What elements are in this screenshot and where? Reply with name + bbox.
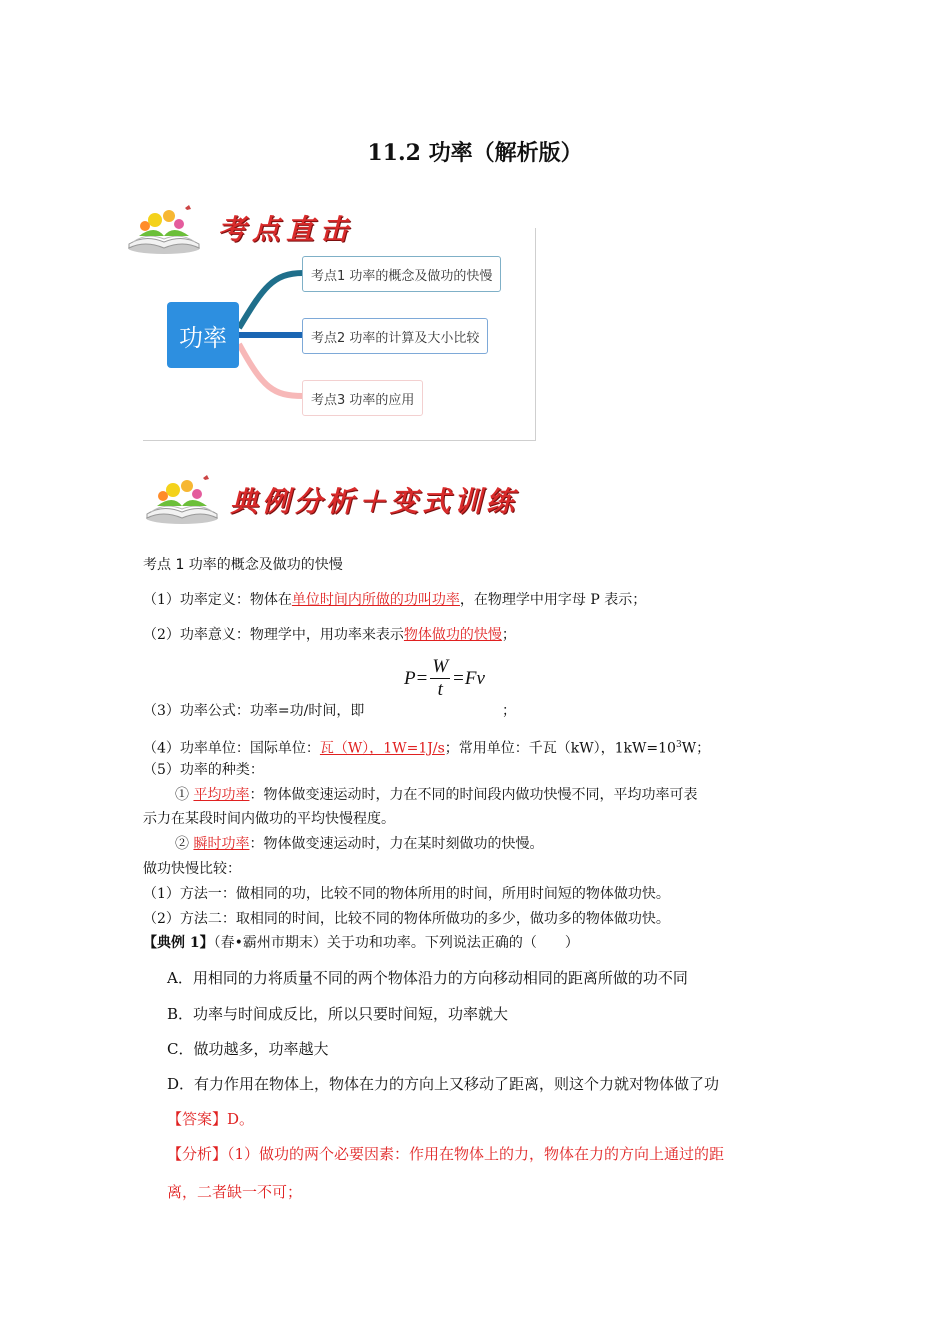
text: W； bbox=[681, 740, 711, 757]
option-a: A．用相同的力将质量不同的两个物体沿力的方向移动相同的距离所做的功不同 bbox=[167, 969, 688, 987]
formula-numerator: W bbox=[432, 656, 449, 677]
highlight-text: 物体做功的快慢 bbox=[403, 627, 502, 643]
option-d: D．有力作用在物体上，物体在力的方向上又移动了距离，则这个力就对物体做了功 bbox=[167, 1075, 720, 1093]
text: ① bbox=[175, 787, 194, 803]
paragraph-types: （5）功率的种类： bbox=[143, 762, 264, 778]
answer: 【答案】D。 bbox=[167, 1110, 255, 1128]
highlight-text: 单位时间内所做的功叫功率 bbox=[291, 592, 460, 608]
mindmap-topic-3: 考点3 功率的应用 bbox=[302, 380, 423, 416]
banner-kaodian: 考点直击 bbox=[218, 213, 355, 246]
paragraph-meaning bbox=[143, 626, 516, 644]
paragraph-units bbox=[143, 736, 710, 758]
formula-eq: = bbox=[453, 667, 464, 689]
text: （4）功率单位：国际单位： bbox=[143, 740, 320, 757]
text: ，在物理学中用字母 P 表示； bbox=[459, 592, 647, 608]
option-c: C．做功越多，功率越大 bbox=[167, 1040, 329, 1058]
text: ：物体做变速运动时，力在某时刻做功的快慢。 bbox=[249, 836, 544, 852]
analysis-line-2: 离，二者缺一不可； bbox=[167, 1183, 303, 1201]
option-b: B．功率与时间成反比，所以只要时间短，功率就大 bbox=[167, 1005, 509, 1023]
banner-dianli: 典例分析＋变式训练 bbox=[230, 485, 519, 518]
paragraph-average-power-cont: 示力在某段时间内做功的平均快慢程度。 bbox=[143, 811, 395, 827]
section-heading: 考点 1 功率的概念及做功的快慢 bbox=[143, 557, 343, 573]
text: （2）功率意义：物理学中，用功率来表示 bbox=[143, 627, 404, 643]
text: ：物体做变速运动时，力在不同的时间段内做功快慢不同，平均功率可表 bbox=[249, 787, 698, 803]
example-question: （春•霸州市期末）关于功和功率。下列说法正确的（ ） bbox=[213, 935, 579, 951]
formula-lhs: P bbox=[404, 667, 416, 689]
superscript: 3 bbox=[675, 740, 682, 750]
book-flower-logo-2 bbox=[143, 472, 221, 530]
formula-denominator: t bbox=[437, 679, 443, 700]
paragraph-method-1: （1）方法一：做相同的功，比较不同的物体所用的时间，所用时间短的物体做功快。 bbox=[143, 886, 670, 902]
text: ； bbox=[501, 627, 516, 643]
text: ② bbox=[175, 836, 194, 852]
analysis-line-1: 【分析】（1）做功的两个必要因素：作用在物体上的力，物体在力的方向上通过的距 bbox=[167, 1145, 725, 1163]
paragraph-average-power bbox=[175, 786, 697, 804]
paragraph-definition bbox=[143, 591, 646, 609]
formula-eq: = bbox=[416, 667, 428, 689]
paragraph-method-2: （2）方法二：取相同的时间，比较不同的物体所做功的多少，做功多的物体做功快。 bbox=[143, 911, 670, 927]
paragraph-formula-end: ； bbox=[502, 703, 516, 719]
mindmap-center-node: 功率 bbox=[167, 302, 239, 368]
example-1 bbox=[143, 934, 579, 952]
highlight-text: 瞬时功率 bbox=[193, 836, 250, 852]
text: ；常用单位：千瓦（kW），1kW=10 bbox=[444, 740, 676, 757]
highlight-text: 瓦（W），1W=1J/s bbox=[319, 740, 445, 757]
text: （1）功率定义：物体在 bbox=[143, 592, 292, 608]
mindmap-topic-2: 考点2 功率的计算及大小比较 bbox=[302, 318, 488, 354]
paragraph-instant-power bbox=[175, 835, 543, 853]
mindmap bbox=[143, 228, 536, 441]
example-tag: 【典例 1】 bbox=[143, 935, 214, 951]
mindmap-topic-1: 考点1 功率的概念及做功的快慢 bbox=[302, 256, 501, 292]
power-formula bbox=[404, 656, 485, 701]
paragraph-compare: 做功快慢比较： bbox=[143, 861, 241, 877]
formula-fraction bbox=[430, 656, 450, 701]
highlight-text: 平均功率 bbox=[193, 787, 250, 803]
paragraph-formula: （3）功率公式：功率=功/时间，即 bbox=[143, 703, 365, 719]
page-title: 11.2 功率（解析版） bbox=[367, 140, 583, 166]
formula-rhs: Fv bbox=[464, 667, 485, 689]
